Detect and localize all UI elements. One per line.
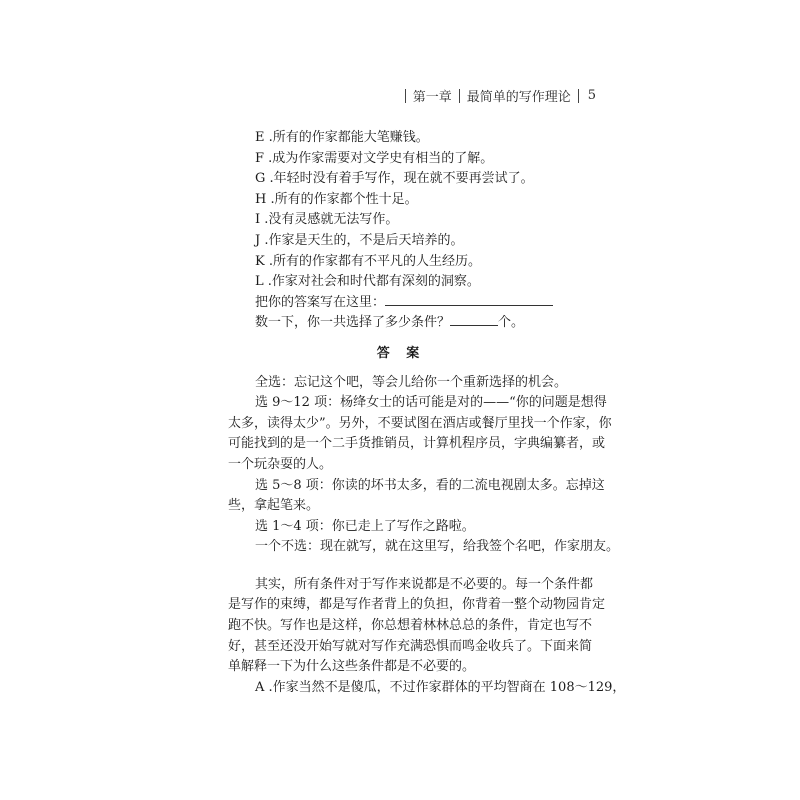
header-divider [459, 89, 460, 103]
count-prompt: 数一下，你一共选择了多少条件？ [255, 315, 451, 331]
explanation-line: 是写作的束缚，都是写作者背上的负担，你背着一整个动物园肯定 [228, 597, 606, 613]
chapter-label: 第一章 [412, 90, 452, 105]
page-body [228, 128, 626, 698]
explanation-line: 其实，所有条件对于写作来说都是不必要的。每一个条件都 [255, 576, 594, 592]
explanation-line: 单解释一下为什么这些条件都是不必要的。 [228, 659, 476, 675]
option-j: J .作家是天生的，不是后天培养的。 [255, 232, 464, 248]
running-header [398, 86, 596, 105]
answer-prompt-line [228, 293, 574, 314]
answer-5-8: 选 5～8 项：你读的坏书太多，看的二流电视剧太多。忘掉这 [255, 477, 605, 493]
option-i: I .没有灵感就无法写作。 [255, 212, 399, 228]
header-divider [578, 89, 579, 103]
count-suffix: 个。 [498, 315, 525, 331]
answer-9-12: 选 9～12 项：杨绛女士的话可能是对的——“你的问题是想得 [255, 395, 607, 411]
option-h: H .所有的作家都个性十足。 [255, 191, 418, 207]
answer-none: 一个不选：现在就写，就在这里写，给我签个名吧，作家朋友。 [255, 539, 620, 555]
chapter-title: 最简单的写作理论 [466, 90, 571, 105]
answer-9-12-cont: 一个玩杂耍的人。 [228, 456, 333, 472]
option-f: F .成为作家需要对文学史有相当的了解。 [255, 150, 494, 166]
answer-prompt: 把你的答案写在这里： [255, 294, 386, 310]
answer-9-12-cont: 太多，读得太少”。另外，不要试图在酒店或餐厅里找一个作家，你 [228, 415, 612, 431]
answer-all: 全选：忘记这个吧，等会儿给你一个重新选择的机会。 [255, 374, 568, 390]
explanation-a: A .作家当然不是傻瓜，不过作家群体的平均智商在 108～129， [255, 679, 626, 695]
answer-9-12-cont: 可能找到的是一个二手货推销员，计算机程序员，字典编纂者，或 [228, 436, 606, 452]
option-e: E .所有的作家都能大笔赚钱。 [255, 130, 429, 145]
answer-1-4: 选 1～4 项：你已走上了写作之路啦。 [255, 518, 475, 534]
explanation-line: 跑不快。写作也是这样，你总想着林林总总的条件，肯定也写不 [228, 618, 593, 634]
option-l: L .作家对社会和时代都有深刻的洞察。 [255, 274, 480, 290]
answer-5-8-cont: 些，拿起笔来。 [228, 498, 320, 514]
option-k: K .所有的作家都有不平凡的人生经历。 [255, 253, 481, 269]
page-number: 5 [587, 88, 596, 103]
option-g: G .年轻时没有着手写作，现在就不要再尝试了。 [255, 171, 534, 187]
count-blank [450, 313, 498, 326]
explanation-line: 好，甚至还没开始写就对写作充满恐惧而鸣金收兵了。下面来简 [228, 638, 593, 654]
answers-heading: 答 案 [376, 345, 426, 361]
header-divider [405, 89, 406, 103]
count-prompt-line [228, 313, 574, 334]
answer-blank [385, 293, 553, 306]
